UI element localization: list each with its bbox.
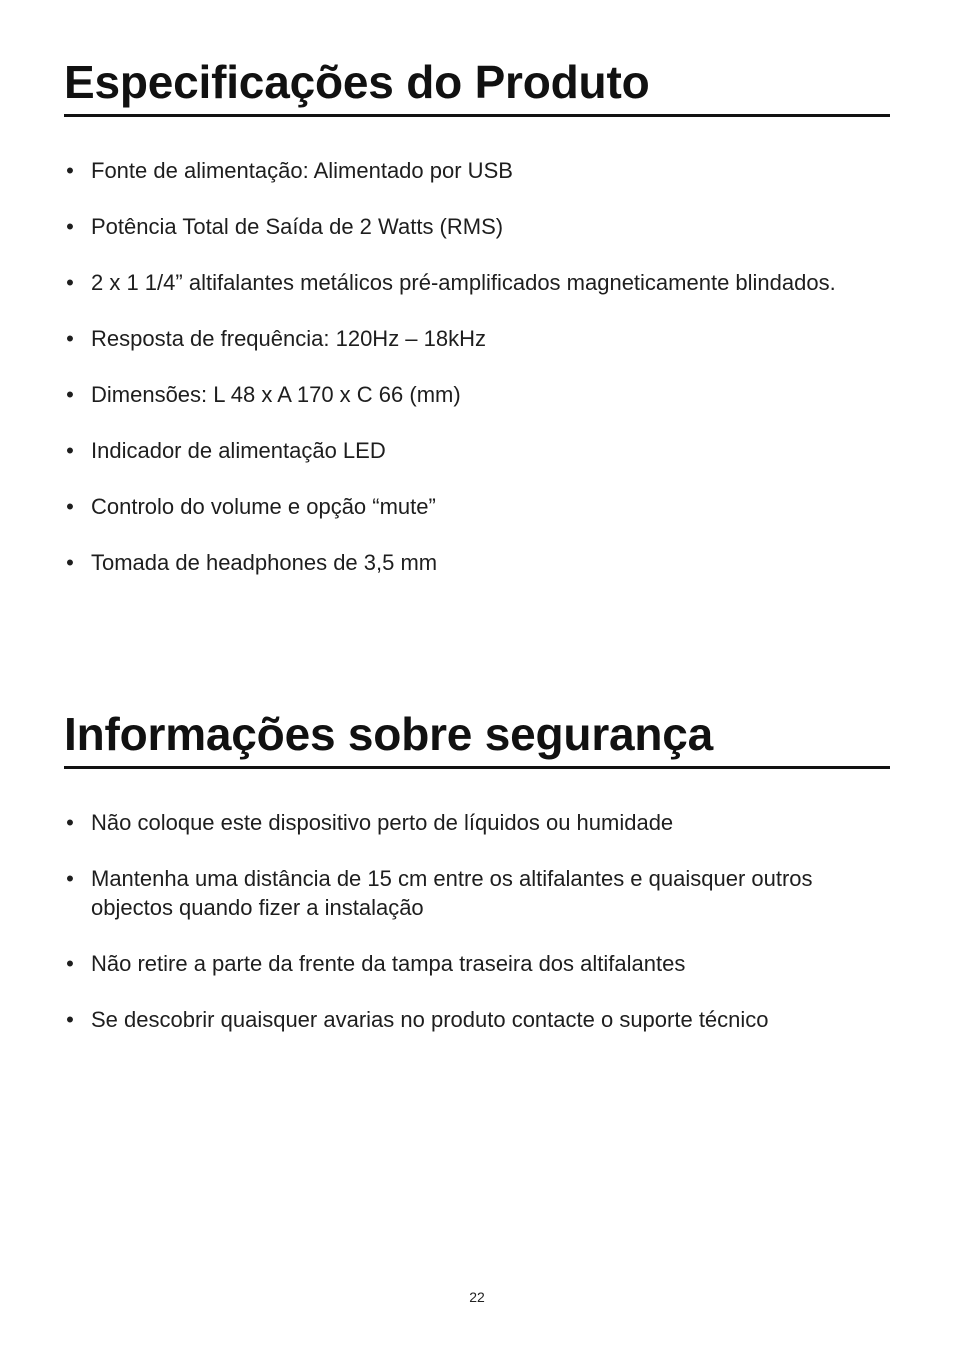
list-item-text: Indicador de alimentação LED	[91, 438, 386, 463]
list-item-text: Potência Total de Saída de 2 Watts (RMS)	[91, 214, 504, 239]
specifications-heading-rule	[64, 114, 890, 117]
list-item	[64, 809, 890, 838]
list-item	[64, 213, 890, 242]
bullet-icon: •	[66, 270, 74, 295]
bullet-icon: •	[66, 326, 74, 351]
list-item-text: Dimensões: L 48 x A 170 x C 66 (mm)	[91, 382, 461, 407]
list-item	[64, 381, 890, 410]
bullet-icon: •	[66, 158, 74, 183]
bullet-icon: •	[66, 1006, 74, 1032]
list-item-text: Não retire a parte da frente da tampa traseira dos altifalantes	[91, 950, 686, 976]
safety-list	[64, 809, 890, 1034]
page-number: 22	[469, 1289, 485, 1305]
list-item	[64, 493, 890, 522]
bullet-icon: •	[66, 382, 74, 407]
list-item	[64, 269, 890, 298]
bullet-icon: •	[66, 550, 74, 575]
list-item-text: 2 x 1 1/4” altifalantes metálicos pré-amplificados magneticamente blindados.	[91, 270, 836, 295]
list-item-text: Mantenha uma distância de 15 cm entre os altifalantes e quaisquer outros objectos quando fizer a instalação	[91, 866, 813, 920]
list-item-text: Fonte de alimentação: Alimentado por USB	[91, 158, 513, 183]
list-item	[64, 865, 890, 922]
bullet-icon: •	[66, 214, 74, 239]
list-item	[64, 157, 890, 186]
list-item	[64, 549, 890, 578]
list-item-text: Não coloque este dispositivo perto de líquidos ou humidade	[91, 810, 674, 835]
list-item	[64, 1006, 890, 1035]
bullet-icon: •	[66, 810, 74, 835]
list-item-text: Controlo do volume e opção “mute”	[91, 494, 436, 519]
list-item	[64, 950, 890, 979]
list-item-text: Tomada de headphones de 3,5 mm	[91, 550, 438, 575]
bullet-icon: •	[66, 438, 74, 463]
product-specifications-section	[64, 52, 890, 605]
safety-heading: Informações sobre segurança	[64, 708, 714, 760]
specifications-list	[64, 157, 890, 578]
safety-heading-rule	[64, 766, 890, 769]
safety-information-section	[64, 704, 890, 1062]
specifications-heading: Especificações do Produto	[64, 56, 650, 108]
bullet-icon: •	[66, 866, 74, 891]
list-item-text: Se descobrir quaisquer avarias no produto contacte o suporte técnico	[91, 1006, 769, 1032]
bullet-icon: •	[66, 950, 74, 976]
list-item	[64, 325, 890, 354]
bullet-icon: •	[66, 494, 74, 519]
list-item	[64, 437, 890, 466]
list-item-text: Resposta de frequência: 120Hz – 18kHz	[91, 326, 487, 351]
